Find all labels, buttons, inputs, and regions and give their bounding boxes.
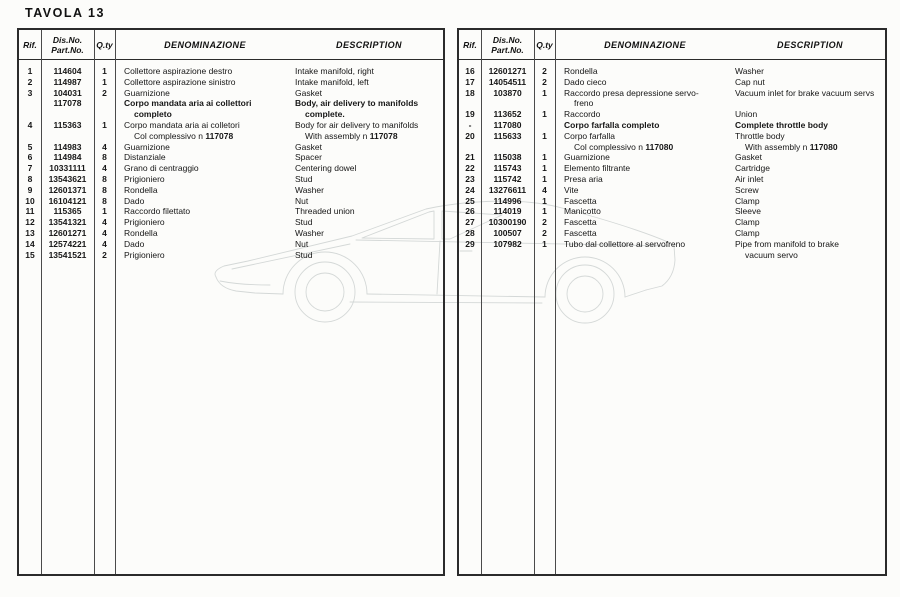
denominazione-cell: Collettore aspirazione sinistro <box>124 76 236 87</box>
part-number-cell: 115365 <box>53 206 82 217</box>
page-title: TAVOLA 13 <box>25 6 105 20</box>
ref-number-cell: 23 <box>465 173 475 184</box>
header-part-number <box>41 35 94 55</box>
part-number-cell: 12601371 <box>48 184 87 195</box>
ref-number-cell: 11 <box>25 206 35 217</box>
denominazione-cell: Corpo mandata aria ai colletori Col complessivo n 117078 <box>124 119 240 141</box>
header-qty: Q.ty <box>96 39 113 50</box>
ref-number-cell: 10 <box>25 195 35 206</box>
description-cell: Stud <box>295 217 313 228</box>
quantity-cell: 1 <box>542 238 547 249</box>
parts-table-left <box>17 28 445 576</box>
ref-number-cell: - <box>468 119 472 130</box>
header-part-no: Part.No. <box>51 44 84 55</box>
description-cell: Cartridge <box>735 163 770 174</box>
quantity-cell: 2 <box>542 227 547 238</box>
ref-number-cell: 19 <box>465 109 475 120</box>
header-description: DESCRIPTION <box>336 39 402 50</box>
ref-number-cell: 15 <box>25 249 35 260</box>
header-description: DESCRIPTION <box>777 39 843 50</box>
description-cell: Body for air delivery to manifolds With assembly n 117078 <box>295 119 419 141</box>
quantity-cell: 4 <box>102 141 107 152</box>
denominazione-cell: Dado <box>124 238 145 249</box>
table-row <box>459 239 885 261</box>
part-number-cell: 16104121 <box>48 195 87 206</box>
quantity-cell: 1 <box>102 76 107 87</box>
description-cell: Air inlet <box>735 173 764 184</box>
table-row <box>19 77 443 88</box>
table-row <box>459 196 885 207</box>
quantity-cell: 1 <box>102 66 107 76</box>
table-row <box>459 217 885 228</box>
denominazione-cell: Raccordo presa depressione servo- freno <box>564 87 699 109</box>
ref-number-cell: 25 <box>465 195 475 206</box>
description-cell: Stud <box>295 173 313 184</box>
table-row <box>459 163 885 174</box>
header-denominazione: DENOMINAZIONE <box>604 39 686 50</box>
table-row <box>459 185 885 196</box>
ref-number-cell: 13 <box>25 227 35 238</box>
part-number-cell: 107982 <box>493 238 522 249</box>
ref-number-cell: 26 <box>465 206 475 217</box>
header-dis-no: Dis.No. <box>492 34 523 45</box>
description-cell: Centering dowel <box>295 163 357 174</box>
quantity-cell: 1 <box>542 195 547 206</box>
denominazione-cell: Collettore aspirazione destro <box>124 66 233 76</box>
table-row <box>459 77 885 88</box>
quantity-cell: 4 <box>102 217 107 228</box>
ref-number-cell: 22 <box>465 163 475 174</box>
part-number-cell: 12601271 <box>48 227 87 238</box>
part-number-cell: 13541521 <box>48 249 87 260</box>
quantity-cell: 1 <box>542 152 547 163</box>
table-row <box>19 228 443 239</box>
quantity-cell: 4 <box>102 227 107 238</box>
description-cell: Pipe from manifold to brake vacuum servo <box>735 238 839 260</box>
ref-number-cell: 5 <box>27 141 33 152</box>
denominazione-cell: Vite <box>564 184 579 195</box>
table-body-right <box>459 60 885 578</box>
table-row <box>19 152 443 163</box>
quantity-cell: 8 <box>102 184 107 195</box>
ref-number-cell: 29 <box>465 238 475 249</box>
header-part-number <box>481 35 534 55</box>
table-body-left <box>19 60 443 578</box>
part-number-cell: 115633 <box>493 130 522 141</box>
denominazione-cell: Fascetta <box>564 217 597 228</box>
description-cell: Nut <box>295 195 309 206</box>
denominazione-cell: Rondella <box>564 66 598 76</box>
ref-number-cell: 16 <box>465 66 475 76</box>
parts-table-right <box>457 28 887 576</box>
denominazione-cell: Guarnizione <box>564 152 610 163</box>
part-number-cell: 114984 <box>53 152 82 163</box>
ref-number-cell: 2 <box>27 76 33 87</box>
quantity-cell: 4 <box>102 238 107 249</box>
header-dis-no: Dis.No. <box>52 34 83 45</box>
part-number-cell: 10300190 <box>488 217 527 228</box>
table-row <box>459 66 885 77</box>
quantity-cell: 2 <box>102 249 107 260</box>
denominazione-cell: Raccordo filettato <box>124 206 191 217</box>
denominazione-cell: Elemento filtrante <box>564 163 631 174</box>
denominazione-cell: Tubo dal collettore al servofreno <box>564 238 686 249</box>
table-header <box>459 30 885 60</box>
denominazione-cell: Grano di centraggio <box>124 163 199 174</box>
part-number-cell: 13543621 <box>48 173 87 184</box>
part-number-cell: 12574221 <box>48 238 87 249</box>
part-number-cell: 114604 <box>53 66 82 76</box>
header-names <box>115 40 443 50</box>
table-row <box>459 206 885 217</box>
table-row <box>19 217 443 228</box>
ref-number-cell: 18 <box>465 87 475 98</box>
ref-number-cell: 6 <box>27 152 33 163</box>
quantity-cell: 2 <box>102 87 107 98</box>
header-rif: Rif. <box>23 39 37 50</box>
ref-number-cell: 3 <box>27 87 33 98</box>
description-cell: Cap nut <box>735 76 765 87</box>
part-number-cell: 114996 <box>493 195 522 206</box>
description-cell: Throttle body With assembly n 117080 <box>735 130 838 152</box>
denominazione-cell: Distanziale <box>124 152 166 163</box>
denominazione-cell: Corpo farfalla Col complessivo n 117080 <box>564 130 674 152</box>
denominazione-cell: Corpo mandata aria ai collettori completo <box>124 98 252 120</box>
quantity-cell: 2 <box>542 217 547 228</box>
table-row <box>19 163 443 174</box>
table-row <box>459 131 885 153</box>
part-number-cell: 114983 <box>53 141 82 152</box>
part-number-cell: 114987 <box>53 76 82 87</box>
table-row <box>19 206 443 217</box>
description-cell: Complete throttle body <box>735 119 829 130</box>
description-cell: Intake manifold, left <box>295 76 369 87</box>
description-cell: Vacuum inlet for brake vacuum servs <box>735 87 875 98</box>
part-number-cell: 13276611 <box>488 184 527 195</box>
table-row <box>19 142 443 153</box>
table-row <box>19 120 443 142</box>
table-row <box>459 88 885 110</box>
table-row <box>19 98 443 120</box>
description-cell: Nut <box>295 238 309 249</box>
denominazione-cell: Guarnizione <box>124 87 170 98</box>
denominazione-cell: Presa aria <box>564 173 603 184</box>
ref-number-cell: 1 <box>27 66 33 76</box>
description-cell: Threaded union <box>295 206 355 217</box>
quantity-cell: 1 <box>542 130 547 141</box>
description-cell: Intake manifold, right <box>295 66 374 76</box>
part-number-cell: 117080 <box>493 119 522 130</box>
part-number-cell: 115743 <box>493 163 522 174</box>
part-number-cell: 115363 <box>53 119 82 130</box>
part-number-cell: 115742 <box>493 173 522 184</box>
part-number-cell: 10331111 <box>49 163 86 174</box>
ref-number-cell: 20 <box>465 130 475 141</box>
header-names <box>555 40 885 50</box>
table-row <box>19 250 443 261</box>
ref-number-cell <box>19 98 41 120</box>
description-cell: Body, air delivery to manifolds complete. <box>295 98 419 120</box>
denominazione-cell: Fascetta <box>564 195 597 206</box>
description-cell: Washer <box>735 66 764 76</box>
quantity-cell: 4 <box>102 163 107 174</box>
table-row <box>459 120 885 131</box>
part-number-cell: 115038 <box>493 152 522 163</box>
description-cell: Union <box>735 109 758 120</box>
quantity-cell <box>94 98 115 120</box>
header-part-no: Part.No. <box>491 44 524 55</box>
part-number-cell: 114019 <box>493 206 522 217</box>
table-row <box>19 239 443 250</box>
table-header <box>19 30 443 60</box>
quantity-cell: 1 <box>542 206 547 217</box>
table-row <box>459 174 885 185</box>
header-rif: Rif. <box>463 39 477 50</box>
part-number-cell: 117078 <box>53 98 82 109</box>
denominazione-cell: Corpo farfalla completo <box>564 119 660 130</box>
ref-number-cell: 14 <box>25 238 35 249</box>
ref-number-cell: 28 <box>465 227 475 238</box>
header-qty: Q.ty <box>536 39 553 50</box>
quantity-cell <box>534 120 555 131</box>
description-cell: Spacer <box>295 152 322 163</box>
part-number-cell: 14054511 <box>488 76 527 87</box>
ref-number-cell: 21 <box>465 152 475 163</box>
part-number-cell: 100507 <box>493 227 522 238</box>
ref-number-cell: 17 <box>465 76 475 87</box>
table-row <box>459 152 885 163</box>
quantity-cell: 1 <box>102 119 107 130</box>
ref-number-cell: 9 <box>27 184 33 195</box>
ref-number-cell: 24 <box>465 184 475 195</box>
description-cell: Washer <box>295 184 324 195</box>
description-cell: Sleeve <box>735 206 761 217</box>
ref-number-cell: 7 <box>27 163 33 174</box>
quantity-cell: 1 <box>542 173 547 184</box>
denominazione-cell: Dado cieco <box>564 76 607 87</box>
ref-number-cell: 27 <box>465 217 475 228</box>
quantity-cell: 8 <box>102 173 107 184</box>
denominazione-cell: Raccordo <box>564 109 601 120</box>
part-number-cell: 12601271 <box>488 66 527 76</box>
quantity-cell: 1 <box>102 206 107 217</box>
quantity-cell: 8 <box>102 195 107 206</box>
description-cell: Screw <box>735 184 759 195</box>
quantity-cell: 8 <box>102 152 107 163</box>
denominazione-cell: Prigioniero <box>124 217 165 228</box>
quantity-cell: 4 <box>542 184 547 195</box>
description-cell: Gasket <box>295 141 322 152</box>
table-row <box>19 88 443 99</box>
denominazione-cell: Prigioniero <box>124 173 165 184</box>
quantity-cell: 1 <box>542 109 547 120</box>
quantity-cell: 2 <box>542 76 547 87</box>
part-number-cell: 13541321 <box>48 217 87 228</box>
description-cell: Clamp <box>735 195 760 206</box>
description-cell: Gasket <box>295 87 322 98</box>
quantity-cell: 2 <box>542 66 547 76</box>
ref-number-cell: 12 <box>25 217 35 228</box>
denominazione-cell: Dado <box>124 195 145 206</box>
denominazione-cell: Manicotto <box>564 206 601 217</box>
table-row <box>19 196 443 207</box>
part-number-cell: 104031 <box>53 87 82 98</box>
denominazione-cell: Guarnizione <box>124 141 170 152</box>
denominazione-cell: Rondella <box>124 184 158 195</box>
denominazione-cell: Prigioniero <box>124 249 165 260</box>
table-row <box>19 174 443 185</box>
ref-number-cell: 4 <box>27 119 33 130</box>
table-row <box>459 228 885 239</box>
denominazione-cell: Fascetta <box>564 227 597 238</box>
description-cell: Washer <box>295 227 324 238</box>
table-row <box>459 109 885 120</box>
description-cell: Clamp <box>735 217 760 228</box>
table-row <box>19 185 443 196</box>
quantity-cell: 1 <box>542 87 547 98</box>
quantity-cell: 1 <box>542 163 547 174</box>
denominazione-cell: Rondella <box>124 227 158 238</box>
table-row <box>19 66 443 77</box>
description-cell: Stud <box>295 249 313 260</box>
ref-number-cell: 8 <box>27 173 33 184</box>
part-number-cell: 113652 <box>493 109 522 120</box>
description-cell: Clamp <box>735 227 760 238</box>
description-cell: Gasket <box>735 152 762 163</box>
part-number-cell: 103870 <box>493 87 522 98</box>
header-denominazione: DENOMINAZIONE <box>164 39 246 50</box>
